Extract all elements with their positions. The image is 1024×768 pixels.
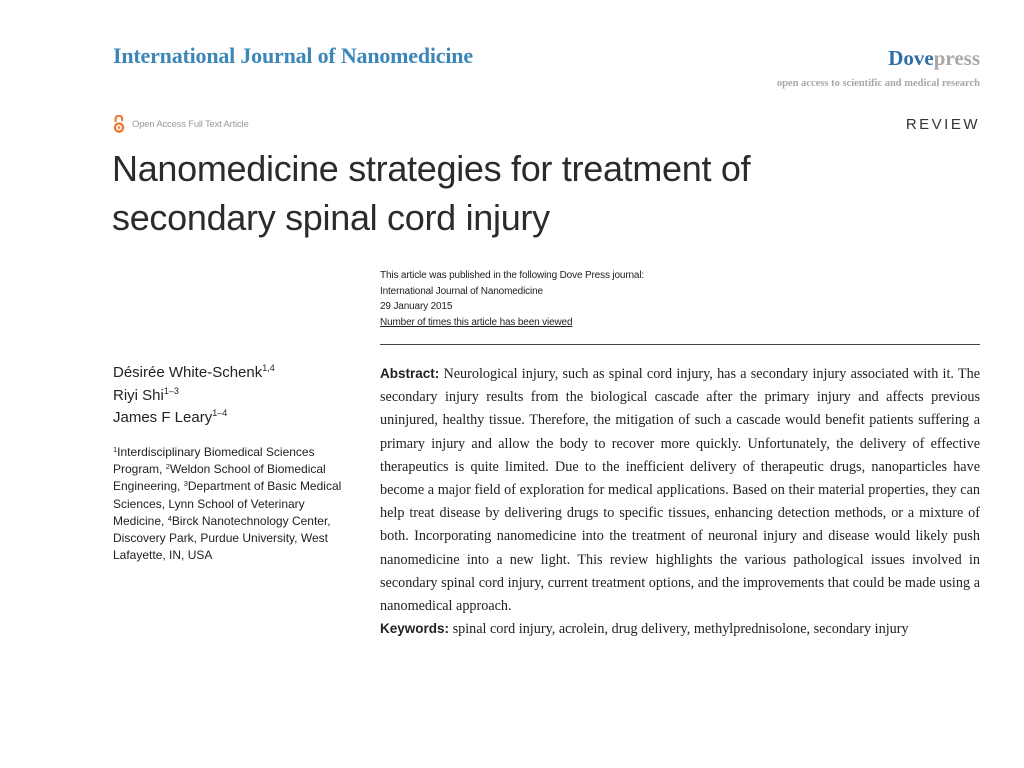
author xyxy=(113,385,275,408)
keywords-label: Keywords: xyxy=(380,621,450,636)
author-name: Désirée White-Schenk xyxy=(113,364,263,381)
affiliation-text: Birck Nanotechnology Center, Discovery Park, Purdue University, West Lafayette, IN, USA xyxy=(113,513,331,563)
article-title xyxy=(112,144,872,242)
affiliations xyxy=(113,444,345,564)
open-access-badge xyxy=(113,115,249,134)
open-access-icon xyxy=(113,115,125,134)
publisher-tagline: open access to scientific and medical research xyxy=(776,78,980,89)
author xyxy=(113,407,275,430)
divider xyxy=(380,344,980,345)
publication-info xyxy=(380,268,644,330)
keywords-text: spinal cord injury, acrolein, drug delivery, methylprednisolone, secondary injury xyxy=(452,621,909,637)
publisher-name-press: press xyxy=(933,46,980,70)
article-title-line-2: secondary spinal cord injury xyxy=(112,197,550,238)
publication-info-journal: International Journal of Nanomedicine xyxy=(380,285,543,297)
publisher-name-dove: Dove xyxy=(888,46,934,70)
open-access-label: Open Access Full Text Article xyxy=(132,119,249,130)
abstract xyxy=(380,362,980,618)
views-link[interactable]: Number of times this article has been viewed xyxy=(380,316,573,328)
affiliation-marker: 3 xyxy=(183,479,188,489)
affiliation-text: Weldon School of Biomedical Engineering, xyxy=(113,462,326,494)
keywords xyxy=(380,617,990,641)
abstract-text: Neurological injury, such as spinal cord injury, has a secondary injury associated with it. The secondary injury results from the biological cascade after the primary injury and affects previous uninjured, healthy tissue. Therefore, the mitigation of such a cascade would benefit patients suffering a primary injury and allow the body to recover more quickly. Unfortunately, the delivery of effective therapeutics is quite limited. Due to the inefficient delivery of therapeutic drugs, nanoparticles have become a major field of exploration for medical applications. Based on their material properties, they can help treat disease by delivering drugs to specific tissues, enhancing detection methods, or a mixture of both. Incorporating nanomedicine into the treatment of neuronal injury and disease would likely push nanomedicine into a new light. This review highlights the various pathological issues involved in secondary spinal cord injury, current treatment options, and the improvements that could be made using a nanomedical approach. xyxy=(380,366,980,615)
author-name: James F Leary xyxy=(113,409,213,426)
affiliation-text: Interdisciplinary Biomedical Sciences Program, xyxy=(113,445,315,477)
publication-info-intro: This article was published in the following Dove Press journal: xyxy=(380,270,645,281)
journal-title: International Journal of Nanomedicine xyxy=(113,43,473,68)
publication-date: 29 January 2015 xyxy=(380,301,453,312)
author-affiliation-marker: 1,4 xyxy=(262,363,275,373)
author-affiliation-marker: 1–4 xyxy=(212,408,228,418)
author-list xyxy=(113,362,275,430)
affiliation-marker: 1 xyxy=(113,445,118,454)
article-type: REVIEW xyxy=(905,116,980,133)
article-title-line-1: Nanomedicine strategies for treatment of xyxy=(112,148,751,189)
affiliation-marker: 2 xyxy=(165,462,170,472)
publisher-logo xyxy=(888,46,980,71)
author xyxy=(113,362,275,385)
abstract-label: Abstract: xyxy=(380,366,440,381)
affiliation-marker: 4 xyxy=(167,513,172,523)
author-name: Riyi Shi xyxy=(113,386,164,404)
author-affiliation-marker: 1–3 xyxy=(163,385,179,396)
affiliation-text: Department of Basic Medical Sciences, Lynn School of Veterinary Medicine, xyxy=(113,479,342,528)
